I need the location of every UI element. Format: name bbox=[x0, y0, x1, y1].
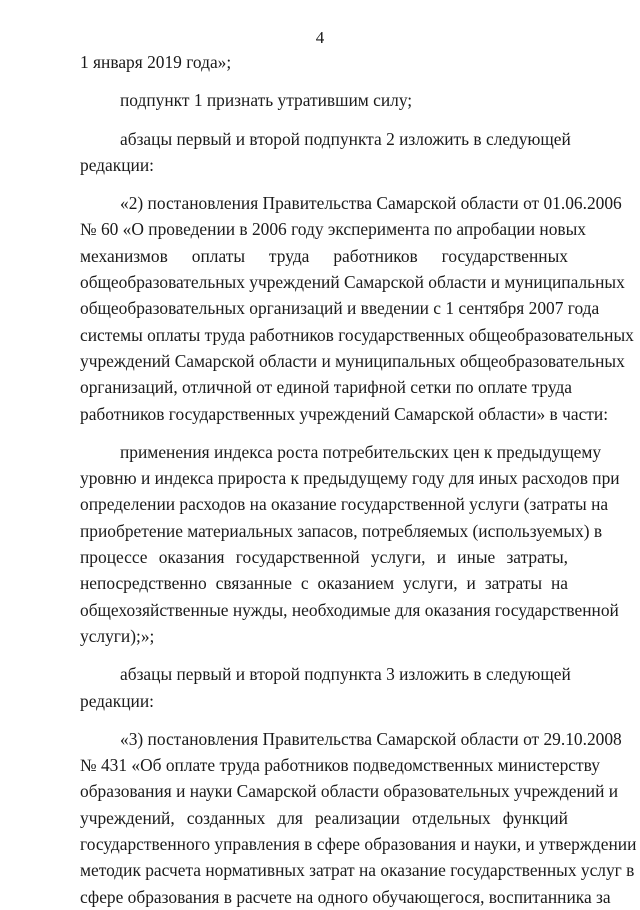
paragraph-index-application bbox=[80, 439, 620, 649]
text-line: абзацы первый и второй подпункта 2 изложить в следующей bbox=[120, 128, 571, 149]
text-line: общеобразовательных организаций и введении с 1 сентября 2007 года bbox=[80, 298, 600, 319]
document-body bbox=[80, 49, 637, 910]
paragraph-subitem-3-intro bbox=[80, 661, 571, 714]
text-line: 1 января 2019 года»; bbox=[80, 52, 232, 72]
page-number: 4 bbox=[315, 28, 325, 47]
text-line: № 431 «Об оплате труда работников подведомственных министерству bbox=[80, 755, 600, 776]
text-line: № 60 «О проведении в 2006 году эксперимента по апробации новых bbox=[80, 219, 586, 240]
text-line: учреждений Самарской области и муниципальных общеобразовательных bbox=[80, 350, 625, 371]
text-line: абзацы первый и второй подпункта 3 изложить в следующей bbox=[120, 664, 571, 685]
text-line: общехозяйственные нужды, необходимые для оказания государственной bbox=[80, 599, 619, 620]
text-line: сфере образования в расчете на одного обучающегося, воспитанника за bbox=[80, 886, 611, 907]
paragraph-subitem-1 bbox=[80, 87, 568, 113]
text-line: системы оплаты труда работников государственных общеобразовательных bbox=[80, 324, 634, 345]
text-line: редакции: bbox=[80, 690, 154, 711]
text-line: государственного управления в сфере образования и науки, и утверждении bbox=[80, 834, 637, 855]
text-line: применения индекса роста потребительских цен к предыдущему bbox=[120, 441, 602, 462]
text-line: подпункт 1 признать утратившим силу; bbox=[120, 90, 413, 111]
text-line: методик расчета нормативных затрат на оказание государственных услуг в bbox=[80, 860, 635, 881]
paragraph-item-2 bbox=[80, 190, 634, 427]
text-line: организаций, отличной от единой тарифной сетки по оплате труда bbox=[80, 377, 573, 398]
text-line: механизмов оплаты труда работников государственных bbox=[80, 245, 568, 266]
text-line: процессе оказания государственной услуги, и иные затраты, bbox=[80, 547, 568, 568]
text-line: «3) постановления Правительства Самарской области от 29.10.2008 bbox=[120, 728, 622, 749]
text-line: образования и науки Самарской области образовательных учреждений и bbox=[80, 781, 619, 802]
text-line: определении расходов на оказание государственной услуги (затраты на bbox=[80, 494, 609, 515]
text-line: общеобразовательных учреждений Самарской области и муниципальных bbox=[80, 272, 625, 293]
text-line: «2) постановления Правительства Самарской области от 01.06.2006 bbox=[120, 193, 622, 214]
text-line: редакции: bbox=[80, 154, 154, 175]
text-line: работников государственных учреждений Самарской области» в части: bbox=[80, 403, 609, 424]
paragraph-subitem-2-intro bbox=[80, 126, 571, 179]
text-line: услуги);»; bbox=[80, 625, 155, 646]
text-line: учреждений, созданных для реализации отдельных функций bbox=[80, 807, 568, 828]
paragraph-continuation bbox=[80, 49, 568, 75]
text-line: уровню и индекса прироста к предыдущему году для иных расходов при bbox=[80, 468, 620, 489]
text-line: приобретение материальных запасов, потребляемых (используемых) в bbox=[80, 520, 603, 541]
text-line: непосредственно связанные с оказанием услуги, и затраты на bbox=[80, 573, 568, 594]
paragraph-item-3 bbox=[80, 726, 637, 910]
